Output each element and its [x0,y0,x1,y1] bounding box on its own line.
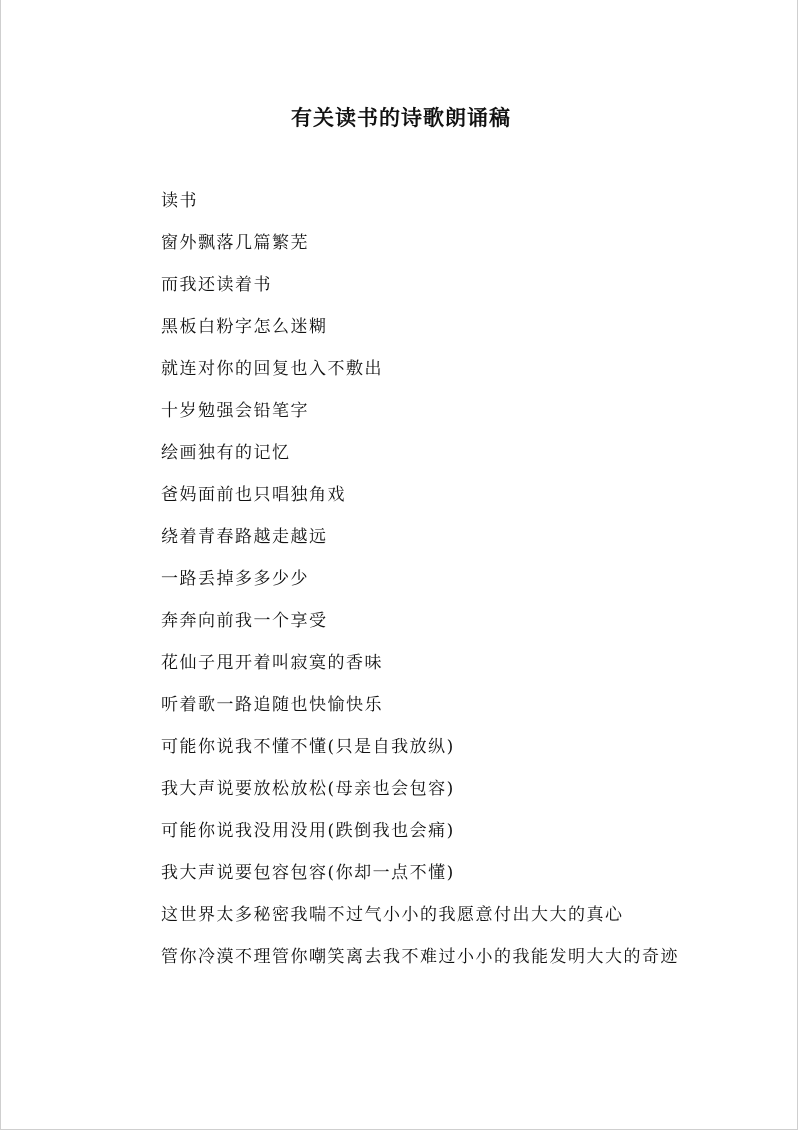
poem-line: 花仙子甩开着叫寂寞的香味 [161,653,383,673]
poem-line-wrapped: 管你冷漠不理管你嘲笑离去我不难过小小的我能发明大大的奇迹 [161,947,679,967]
poem-line: 就连对你的回复也入不敷出 [161,359,383,379]
poem-line: 黑板白粉字怎么迷糊 [161,317,328,337]
poem-line: 这世界太多秘密我喘不过气小小的我愿意付出大大的真心 [161,905,624,925]
poem-line: 绕着青春路越走越远 [161,527,328,547]
poem-line: 绘画独有的记忆 [161,443,291,463]
poem-line: 我大声说要包容包容(你却一点不懂) [161,863,455,883]
poem-line: 可能你说我不懂不懂(只是自我放纵) [161,737,455,757]
poem-line: 我大声说要放松放松(母亲也会包容) [161,779,455,799]
poem-line: 奔奔向前我一个享受 [161,611,328,631]
poem-line: 读书 [161,191,198,211]
poem-line: 窗外飘落几篇繁芜 [161,233,309,253]
poem-line: 一路丢掉多多少少 [161,569,309,589]
document-title: 有关读书的诗歌朗诵稿 [291,105,511,130]
poem-line: 可能你说我没用没用(跌倒我也会痛) [161,821,455,841]
poem-line: 而我还读着书 [161,275,272,295]
poem-line: 十岁勉强会铅笔字 [161,401,309,421]
poem-line: 听着歌一路追随也快愉快乐 [161,695,383,715]
poem-line: 爸妈面前也只唱独角戏 [161,485,346,505]
